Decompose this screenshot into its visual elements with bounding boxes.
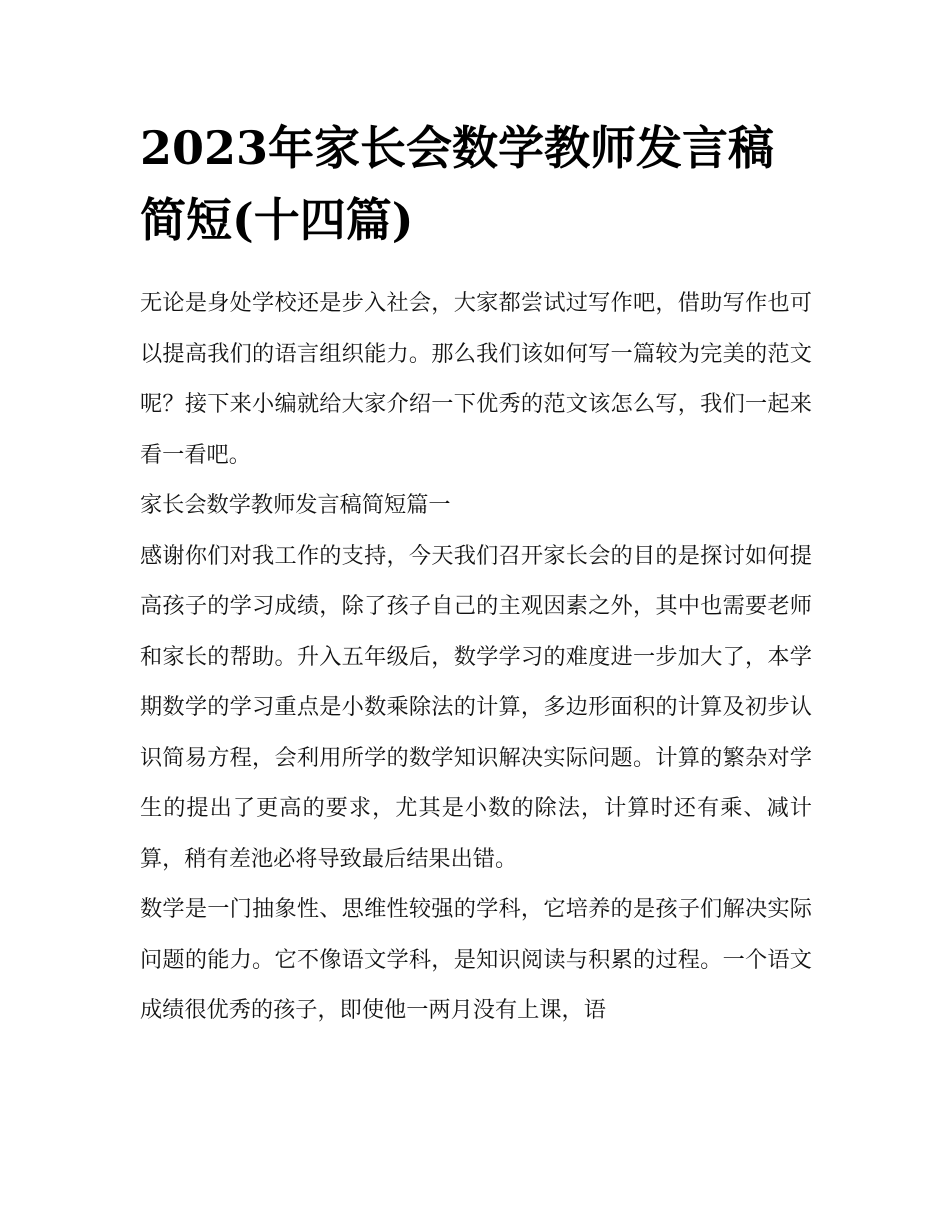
section-heading: 家长会数学教师发言稿简短篇一 bbox=[140, 492, 451, 518]
body-paragraph: 感谢你们对我工作的支持，今天我们召开家长会的目的是探讨如何提高孩子的学习成绩，除了孩子自己的主观因素之外，其中也需要老师和家长的帮助。升入五年级后，数学学习的难度进一步加大了，本学期数学的学习重点是小数乘除法的计算，多边形面积的计算及初步认识简易方程，会利用所学的数学知识解决实际问题。计算的繁杂对学生的提出了更高的要求，尤其是小数的除法，计算时还有乘、减计算，稍有差池必将导致最后结果出错。 bbox=[140, 542, 812, 872]
document-title: 2023年家长会数学教师发言稿简短(十四篇) bbox=[140, 121, 775, 247]
document-body bbox=[140, 278, 812, 1036]
body-paragraph: 数学是一门抽象性、思维性较强的学科，它培养的是孩子们解决实际问题的能力。它不像语文学科，是知识阅读与积累的过程。一个语文成绩很优秀的孩子，即使他一两月没有上课，语 bbox=[140, 896, 812, 1023]
document-page bbox=[140, 112, 812, 1036]
intro-paragraph: 无论是身处学校还是步入社会，大家都尝试过写作吧，借助写作也可以提高我们的语言组织能力。那么我们该如何写一篇较为完美的范文呢？接下来小编就给大家介绍一下优秀的范文该怎么写，我们一起来看一看吧。 bbox=[140, 290, 812, 468]
